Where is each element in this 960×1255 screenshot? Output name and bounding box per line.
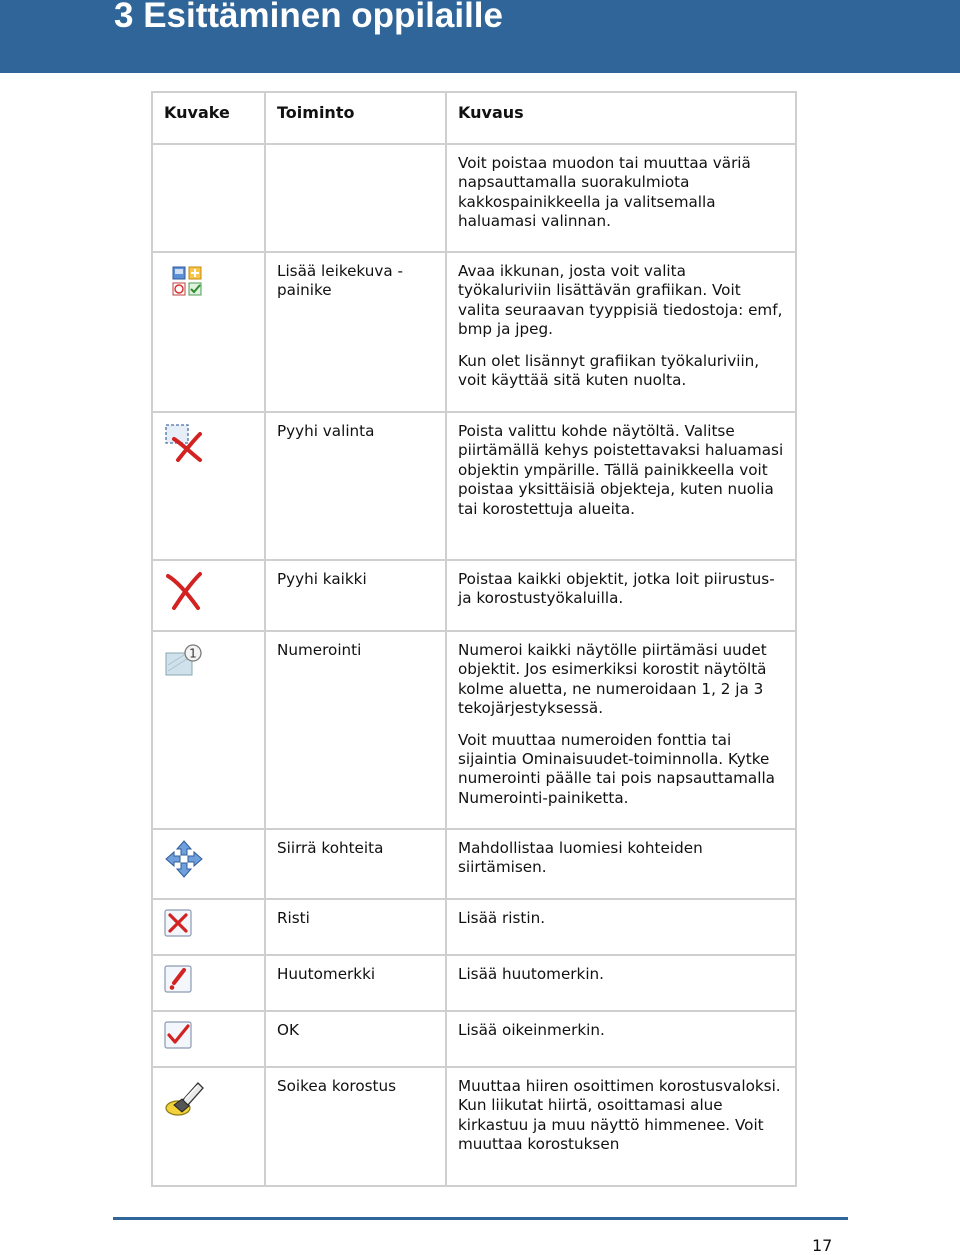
- table-row: [152, 1011, 796, 1067]
- action-cell: Huutomerkki: [265, 955, 446, 1011]
- table-row: [152, 631, 796, 829]
- ok-stamp-icon: [164, 1021, 192, 1049]
- table-row: [152, 899, 796, 955]
- description-text: Avaa ikkunan, josta voit valita työkaluriviin lisättävän grafiikan. Voit valita seuraavan tyyppisiä tiedostoja: emf, bmp ja jpeg.: [458, 262, 783, 339]
- action-cell: Lisää leikekuva -painike: [265, 252, 446, 412]
- description-cell: [446, 1011, 796, 1067]
- numbering-icon: [164, 641, 204, 681]
- description-text: Kun olet lisännyt grafiikan työkaluriviin, voit käyttää sitä kuten nuolta.: [458, 351, 760, 390]
- description-cell: [446, 829, 796, 899]
- cross-stamp-icon: [164, 909, 192, 937]
- insert-clipart-icon: [168, 262, 208, 302]
- table-row: [152, 560, 796, 631]
- table-row: [152, 412, 796, 560]
- column-header-action: Toiminto: [265, 92, 446, 144]
- chapter-header: [0, 0, 960, 73]
- icon-cell: [152, 252, 265, 412]
- move-arrows-icon: [164, 839, 204, 879]
- icon-cell: [152, 955, 265, 1011]
- icon-cell: [152, 829, 265, 899]
- action-cell: [265, 144, 446, 252]
- description-text: Lisää huutomerkin.: [458, 965, 605, 983]
- page-number: 17: [812, 1236, 833, 1255]
- description-cell: [446, 412, 796, 560]
- column-header-icon: Kuvake: [152, 92, 265, 144]
- icon-cell: [152, 1067, 265, 1186]
- description-text: Lisää ristin.: [458, 909, 546, 927]
- table-row: [152, 252, 796, 412]
- description-cell: [446, 144, 796, 252]
- action-cell: Risti: [265, 899, 446, 955]
- spotlight-icon: [164, 1077, 204, 1117]
- action-cell: Siirrä kohteita: [265, 829, 446, 899]
- description-cell: [446, 1067, 796, 1186]
- description-cell: [446, 631, 796, 829]
- description-text: Voit poistaa muodon tai muuttaa väriä napsauttamalla suorakulmiota kakkospainikkeella ja valitsemalla haluamasi valinnan.: [458, 154, 751, 231]
- icon-cell: [152, 144, 265, 252]
- description-text: Poistaa kaikki objektit, jotka loit piirustus- ja korostustyökaluilla.: [458, 570, 775, 608]
- erase-selection-icon: [164, 422, 204, 462]
- description-cell: [446, 252, 796, 412]
- action-cell: Numerointi: [265, 631, 446, 829]
- icon-cell: [152, 899, 265, 955]
- action-cell: Pyyhi kaikki: [265, 560, 446, 631]
- feature-table: [151, 91, 797, 1187]
- erase-all-icon: [164, 570, 204, 610]
- icon-cell: [152, 412, 265, 560]
- description-cell: [446, 560, 796, 631]
- description-cell: [446, 899, 796, 955]
- description-text: Lisää oikeinmerkin.: [458, 1021, 605, 1039]
- chapter-title: 3 Esittäminen oppilaille: [114, 0, 503, 35]
- icon-cell: [152, 560, 265, 631]
- description-cell: [446, 955, 796, 1011]
- description-text: Muuttaa hiiren osoittimen korostusvaloksi. Kun liikutat hiirtä, osoittamasi alue kirkastuu ja muu näyttö himmenee. Voit muuttaa korostuksen: [458, 1077, 781, 1154]
- description-text: Voit muuttaa numeroiden fonttia tai sijaintia Ominaisuudet-toiminnolla. Kytke numerointi päälle tai pois napsauttamalla Numerointi-painiketta.: [458, 730, 775, 807]
- exclamation-stamp-icon: [164, 965, 192, 993]
- description-text: Numeroi kaikki näytölle piirtämäsi uudet objektit. Jos esimerkiksi korostit näytöltä kolme aluetta, ne numeroidaan 1, 2 ja 3 tekojärjestyksessä.: [458, 641, 767, 718]
- icon-cell: [152, 631, 265, 829]
- table-header-row: [152, 92, 796, 144]
- table-row: [152, 829, 796, 899]
- action-cell: Pyyhi valinta: [265, 412, 446, 560]
- action-cell: Soikea korostus: [265, 1067, 446, 1186]
- table-row: [152, 955, 796, 1011]
- svg-text:1: 1: [189, 646, 197, 661]
- footer-divider: [113, 1217, 848, 1220]
- table-row: [152, 144, 796, 252]
- column-header-description: Kuvaus: [446, 92, 796, 144]
- description-text: Poista valittu kohde näytöltä. Valitse piirtämällä kehys poistettavaksi haluamasi objektin ympärille. Tällä painikkeella voit poistaa yksittäisiä objekteja, kuten nuolia tai korostettuja alueita.: [458, 422, 784, 518]
- icon-cell: [152, 1011, 265, 1067]
- action-cell: OK: [265, 1011, 446, 1067]
- description-text: Mahdollistaa luomiesi kohteiden siirtämisen.: [458, 839, 703, 877]
- table-row: [152, 1067, 796, 1186]
